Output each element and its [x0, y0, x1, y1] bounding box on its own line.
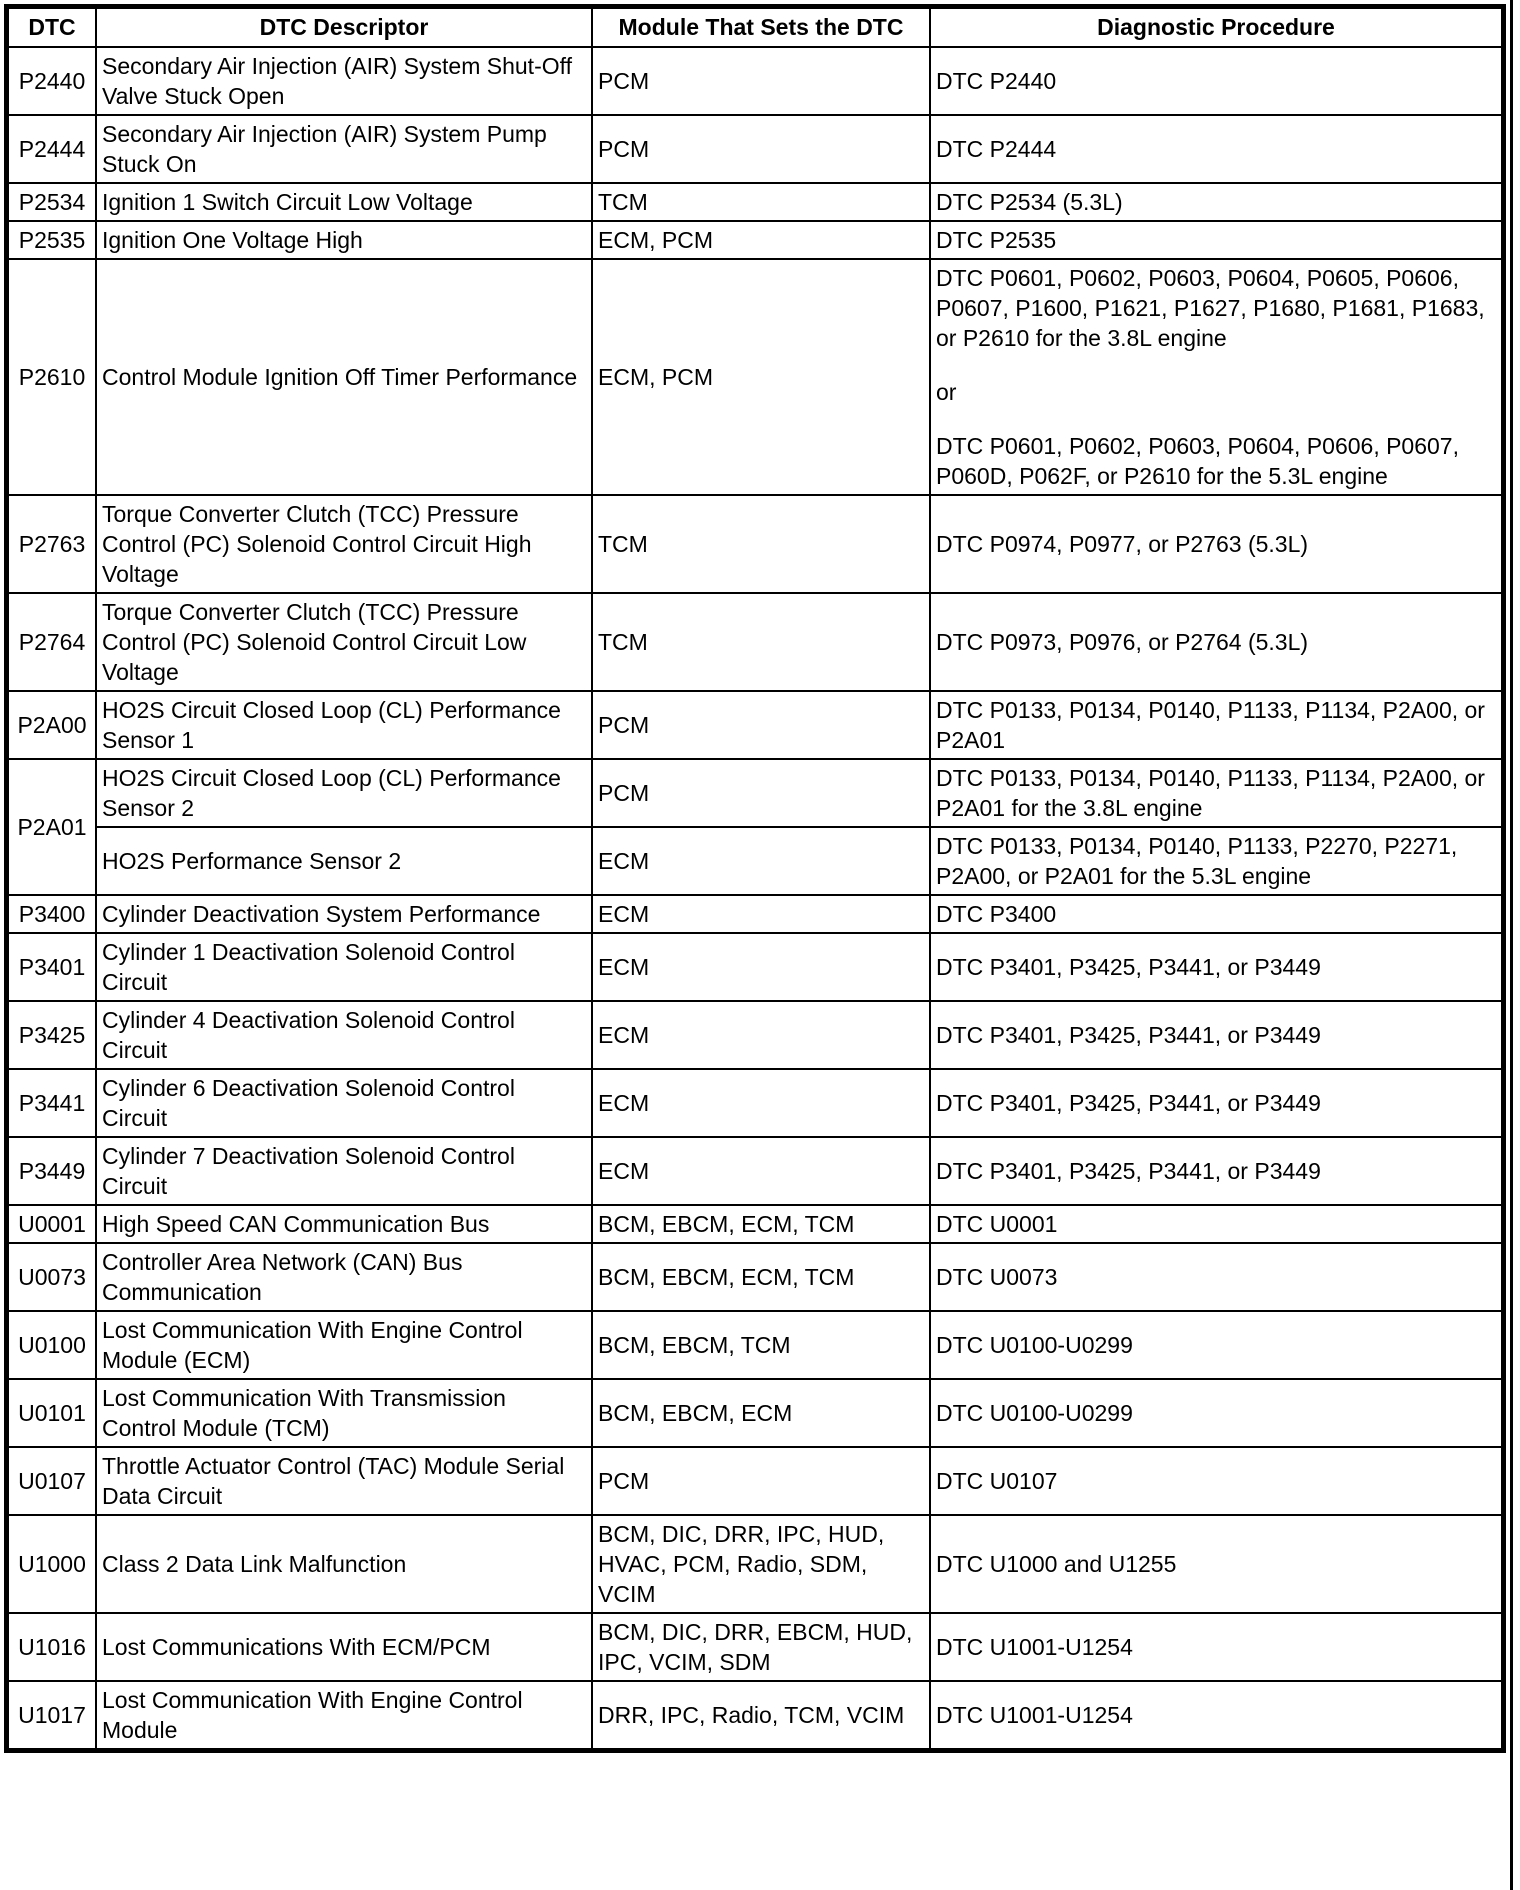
dtc-module: TCM: [592, 183, 930, 221]
table-row: [8, 1379, 1502, 1447]
dtc-module: ECM: [592, 1069, 930, 1137]
table-row: [8, 259, 1502, 495]
dtc-procedure: DTC P0974, P0977, or P2763 (5.3L): [930, 495, 1502, 593]
table-row: [8, 895, 1502, 933]
dtc-module: BCM, EBCM, ECM, TCM: [592, 1205, 930, 1243]
dtc-procedure: DTC U1000 and U1255: [930, 1515, 1502, 1613]
dtc-code: P3401: [8, 933, 96, 1001]
dtc-procedure: DTC U0100-U0299: [930, 1311, 1502, 1379]
dtc-code: P2534: [8, 183, 96, 221]
header-dtc: DTC: [8, 8, 96, 47]
table-row: [8, 1205, 1502, 1243]
dtc-descriptor: HO2S Circuit Closed Loop (CL) Performance Sensor 2: [96, 759, 592, 827]
dtc-code: P3449: [8, 1137, 96, 1205]
dtc-descriptor: Lost Communications With ECM/PCM: [96, 1613, 592, 1681]
procedure-paragraph: DTC P0601, P0602, P0603, P0604, P0605, P0606, P0607, P1600, P1621, P1627, P1680, P1681, P1683, or P2610 for the 3.8L engine: [936, 265, 1485, 351]
dtc-module: PCM: [592, 691, 930, 759]
table-row: [8, 221, 1502, 259]
dtc-descriptor: Throttle Actuator Control (TAC) Module Serial Data Circuit: [96, 1447, 592, 1515]
dtc-procedure: DTC P0133, P0134, P0140, P1133, P2270, P2271, P2A00, or P2A01 for the 5.3L engine: [930, 827, 1502, 895]
dtc-code: U0100: [8, 1311, 96, 1379]
dtc-procedure: [930, 259, 1502, 495]
dtc-module: BCM, EBCM, ECM: [592, 1379, 930, 1447]
dtc-code: P2440: [8, 47, 96, 115]
dtc-procedure: DTC P3401, P3425, P3441, or P3449: [930, 1137, 1502, 1205]
table-row: [8, 183, 1502, 221]
dtc-module: DRR, IPC, Radio, TCM, VCIM: [592, 1681, 930, 1749]
table-row: [8, 1447, 1502, 1515]
dtc-procedure: DTC P3401, P3425, P3441, or P3449: [930, 1001, 1502, 1069]
dtc-code: P3441: [8, 1069, 96, 1137]
dtc-descriptor: HO2S Performance Sensor 2: [96, 827, 592, 895]
table-row: [8, 1681, 1502, 1749]
table-row: [8, 47, 1502, 115]
header-descriptor: DTC Descriptor: [96, 8, 592, 47]
dtc-procedure: DTC P2444: [930, 115, 1502, 183]
dtc-module: ECM: [592, 933, 930, 1001]
dtc-code: U0101: [8, 1379, 96, 1447]
dtc-module: TCM: [592, 593, 930, 691]
dtc-descriptor: Secondary Air Injection (AIR) System Pump Stuck On: [96, 115, 592, 183]
table-row: [8, 1243, 1502, 1311]
dtc-table: [7, 7, 1503, 1750]
dtc-module: BCM, EBCM, TCM: [592, 1311, 930, 1379]
dtc-descriptor: Secondary Air Injection (AIR) System Shut-Off Valve Stuck Open: [96, 47, 592, 115]
dtc-module: ECM: [592, 1001, 930, 1069]
header-procedure: Diagnostic Procedure: [930, 8, 1502, 47]
procedure-paragraph: DTC P0601, P0602, P0603, P0604, P0606, P0607, P060D, P062F, or P2610 for the 5.3L engine: [936, 433, 1459, 489]
dtc-module: ECM, PCM: [592, 259, 930, 495]
table-row: [8, 1311, 1502, 1379]
dtc-module: BCM, EBCM, ECM, TCM: [592, 1243, 930, 1311]
dtc-code: U0107: [8, 1447, 96, 1515]
header-row: [8, 8, 1502, 47]
dtc-descriptor: Cylinder Deactivation System Performance: [96, 895, 592, 933]
table-row: [8, 1515, 1502, 1613]
dtc-descriptor: Cylinder 1 Deactivation Solenoid Control Circuit: [96, 933, 592, 1001]
dtc-procedure: DTC U0100-U0299: [930, 1379, 1502, 1447]
dtc-module: BCM, DIC, DRR, IPC, HUD, HVAC, PCM, Radio, SDM, VCIM: [592, 1515, 930, 1613]
dtc-descriptor: Ignition One Voltage High: [96, 221, 592, 259]
dtc-code: P2444: [8, 115, 96, 183]
dtc-code: U1016: [8, 1613, 96, 1681]
dtc-procedure: DTC U0073: [930, 1243, 1502, 1311]
dtc-descriptor: Torque Converter Clutch (TCC) Pressure Control (PC) Solenoid Control Circuit Low Voltage: [96, 593, 592, 691]
dtc-procedure: DTC P3401, P3425, P3441, or P3449: [930, 1069, 1502, 1137]
dtc-code: U1000: [8, 1515, 96, 1613]
dtc-code: P2A01: [8, 759, 96, 895]
dtc-module: TCM: [592, 495, 930, 593]
dtc-descriptor: High Speed CAN Communication Bus: [96, 1205, 592, 1243]
dtc-descriptor: Ignition 1 Switch Circuit Low Voltage: [96, 183, 592, 221]
dtc-procedure: DTC P2535: [930, 221, 1502, 259]
dtc-code: U1017: [8, 1681, 96, 1749]
dtc-procedure: DTC U1001-U1254: [930, 1681, 1502, 1749]
dtc-descriptor: HO2S Circuit Closed Loop (CL) Performance Sensor 1: [96, 691, 592, 759]
dtc-descriptor: Lost Communication With Engine Control Module: [96, 1681, 592, 1749]
dtc-procedure: DTC P0973, P0976, or P2764 (5.3L): [930, 593, 1502, 691]
dtc-procedure: DTC U0107: [930, 1447, 1502, 1515]
table-row: [8, 593, 1502, 691]
dtc-code: P3425: [8, 1001, 96, 1069]
dtc-procedure: DTC U0001: [930, 1205, 1502, 1243]
dtc-descriptor: Cylinder 7 Deactivation Solenoid Control Circuit: [96, 1137, 592, 1205]
table-row: [8, 1069, 1502, 1137]
dtc-code: U0073: [8, 1243, 96, 1311]
dtc-code: P2A00: [8, 691, 96, 759]
dtc-procedure: DTC P2534 (5.3L): [930, 183, 1502, 221]
dtc-descriptor: Lost Communication With Transmission Control Module (TCM): [96, 1379, 592, 1447]
dtc-code: P2610: [8, 259, 96, 495]
dtc-module: ECM: [592, 1137, 930, 1205]
dtc-module: BCM, DIC, DRR, EBCM, HUD, IPC, VCIM, SDM: [592, 1613, 930, 1681]
dtc-descriptor: Torque Converter Clutch (TCC) Pressure Control (PC) Solenoid Control Circuit High Voltage: [96, 495, 592, 593]
dtc-descriptor: Cylinder 4 Deactivation Solenoid Control Circuit: [96, 1001, 592, 1069]
table-row: [8, 827, 1502, 895]
header-module: Module That Sets the DTC: [592, 8, 930, 47]
page-edge-line: [1510, 0, 1513, 1890]
dtc-descriptor: Control Module Ignition Off Timer Performance: [96, 259, 592, 495]
table-row: [8, 1137, 1502, 1205]
dtc-procedure: DTC P0133, P0134, P0140, P1133, P1134, P2A00, or P2A01: [930, 691, 1502, 759]
dtc-descriptor: Lost Communication With Engine Control Module (ECM): [96, 1311, 592, 1379]
dtc-module: PCM: [592, 1447, 930, 1515]
dtc-code: U0001: [8, 1205, 96, 1243]
table-row: [8, 1001, 1502, 1069]
dtc-code: P2763: [8, 495, 96, 593]
table-row: [8, 1613, 1502, 1681]
dtc-procedure: DTC P3400: [930, 895, 1502, 933]
table-row: [8, 115, 1502, 183]
dtc-code: P2764: [8, 593, 96, 691]
dtc-procedure: DTC P0133, P0134, P0140, P1133, P1134, P2A00, or P2A01 for the 3.8L engine: [930, 759, 1502, 827]
table-row: [8, 933, 1502, 1001]
procedure-paragraph: or: [936, 379, 957, 405]
dtc-procedure: DTC P3401, P3425, P3441, or P3449: [930, 933, 1502, 1001]
dtc-code: P2535: [8, 221, 96, 259]
dtc-table-container: [4, 4, 1506, 1753]
dtc-code: P3400: [8, 895, 96, 933]
dtc-module: ECM: [592, 895, 930, 933]
dtc-module: ECM: [592, 827, 930, 895]
dtc-module: PCM: [592, 47, 930, 115]
table-row: [8, 759, 1502, 827]
dtc-procedure: DTC P2440: [930, 47, 1502, 115]
dtc-module: ECM, PCM: [592, 221, 930, 259]
dtc-module: PCM: [592, 115, 930, 183]
dtc-module: PCM: [592, 759, 930, 827]
dtc-descriptor: Cylinder 6 Deactivation Solenoid Control Circuit: [96, 1069, 592, 1137]
table-row: [8, 691, 1502, 759]
dtc-procedure: DTC U1001-U1254: [930, 1613, 1502, 1681]
table-row: [8, 495, 1502, 593]
dtc-descriptor: Class 2 Data Link Malfunction: [96, 1515, 592, 1613]
dtc-descriptor: Controller Area Network (CAN) Bus Communication: [96, 1243, 592, 1311]
